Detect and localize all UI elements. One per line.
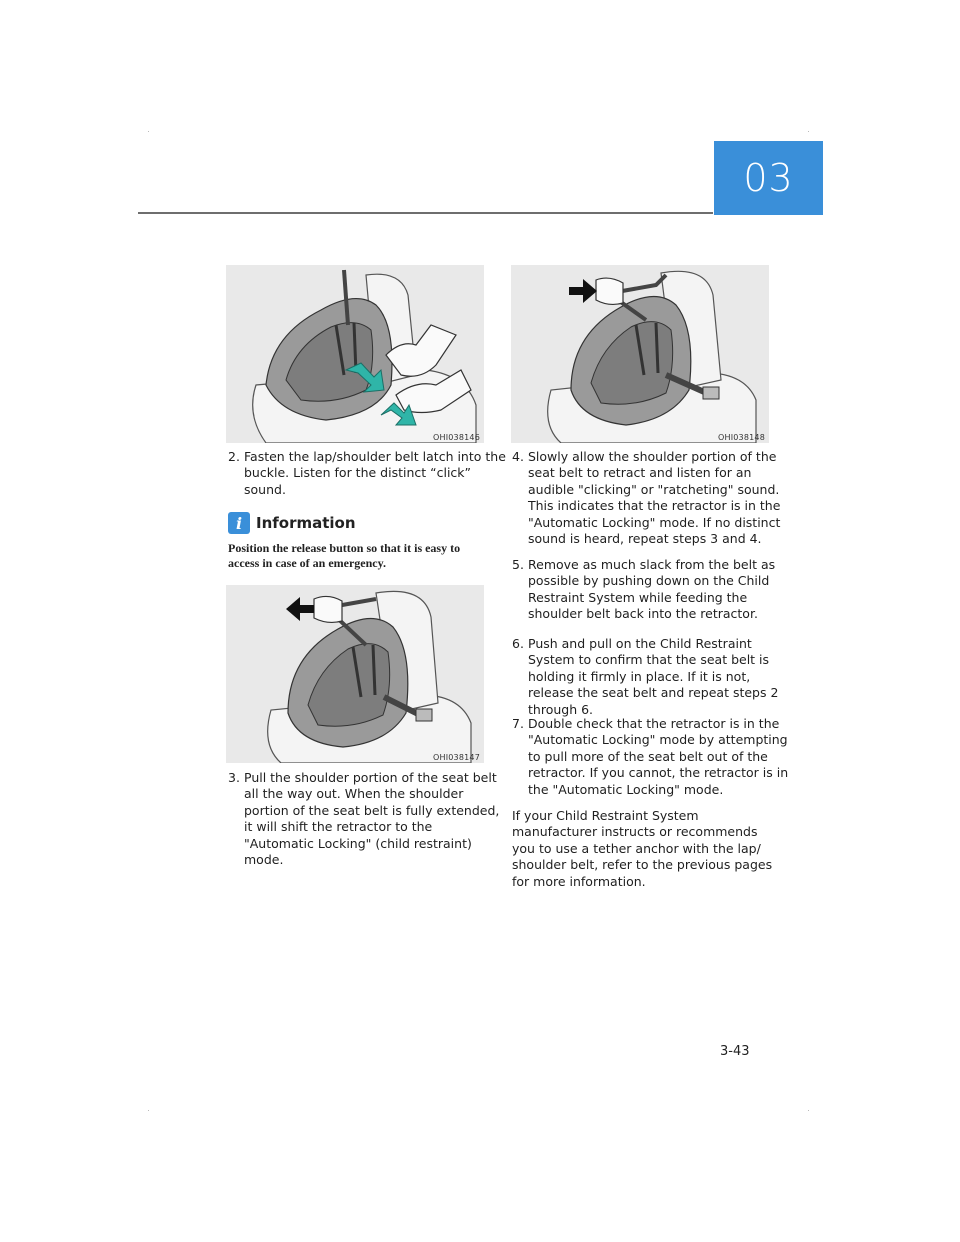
- step-4: [512, 449, 790, 547]
- step-text: Push and pull on the Child Restraint System to confirm that the seat belt is holding it firmly in place. If it is not, release the seat belt and repeat steps 2 through 6.: [528, 636, 779, 717]
- step-number: 7.: [512, 716, 524, 731]
- figure-pull-shoulder-belt: [226, 585, 484, 763]
- crop-mark: [808, 131, 809, 132]
- closing-paragraph: If your Child Restraint System manufacturer instructs or recommends you to use a tether anchor with the lap/ shoulder belt, refer to the previous pages for more information.: [512, 808, 773, 889]
- step-number: 3.: [228, 770, 240, 785]
- info-icon: i: [228, 512, 250, 534]
- retract-belt-illustration: [511, 265, 769, 443]
- step-text: Double check that the retractor is in the "Automatic Locking" mode by attempting to pull more of the seat belt out of the retractor. If you cannot, the retractor is in the "Automatic Locking" mode.: [528, 716, 789, 797]
- step-2: [228, 449, 506, 498]
- step-number: 2.: [228, 449, 240, 464]
- information-body: Position the release button so that it is easy to access in case of an emergency.: [228, 541, 461, 570]
- crop-mark: [148, 1110, 149, 1111]
- information-title: Information: [256, 514, 356, 532]
- header-rule: [138, 212, 713, 214]
- page-number: 3-43: [720, 1044, 750, 1059]
- figure-fasten-buckle: [226, 265, 484, 443]
- step-5: [512, 557, 790, 623]
- step-text: Pull the shoulder portion of the seat belt all the way out. When the shoulder portion of the seat belt is fully extended, it will shift the retractor to the "Automatic Locking" (child restraint) mode.: [244, 770, 500, 868]
- figure-code: OHI038148: [717, 433, 765, 442]
- step-7: [512, 716, 790, 798]
- information-heading: [228, 510, 356, 536]
- step-text: Fasten the lap/shoulder belt latch into the buckle. Listen for the distinct “click” sound.: [244, 449, 506, 497]
- step-text: Remove as much slack from the belt as possible by pushing down on the Child Restraint System while feeding the shoulder belt back into the retractor.: [528, 557, 776, 622]
- pull-shoulder-belt-illustration: [226, 585, 484, 763]
- crop-mark: [148, 131, 149, 132]
- chapter-tab: 03: [714, 141, 823, 215]
- step-3: [228, 770, 506, 868]
- step-6: [512, 636, 790, 718]
- figure-code: OHI038146: [432, 433, 480, 442]
- step-number: 5.: [512, 557, 524, 572]
- figure-code: OHI038147: [432, 753, 480, 762]
- fasten-buckle-illustration: [226, 265, 484, 443]
- figure-retract-belt: [511, 265, 769, 443]
- step-text: Slowly allow the shoulder portion of the seat belt to retract and listen for an audible "clicking" or "ratcheting" sound. This indicates that the retractor is in the "Automatic Locking" mode. If no distinct sound is heard, repeat steps 3 and 4.: [528, 449, 781, 547]
- step-number: 4.: [512, 449, 524, 464]
- crop-mark: [808, 1110, 809, 1111]
- step-number: 6.: [512, 636, 524, 651]
